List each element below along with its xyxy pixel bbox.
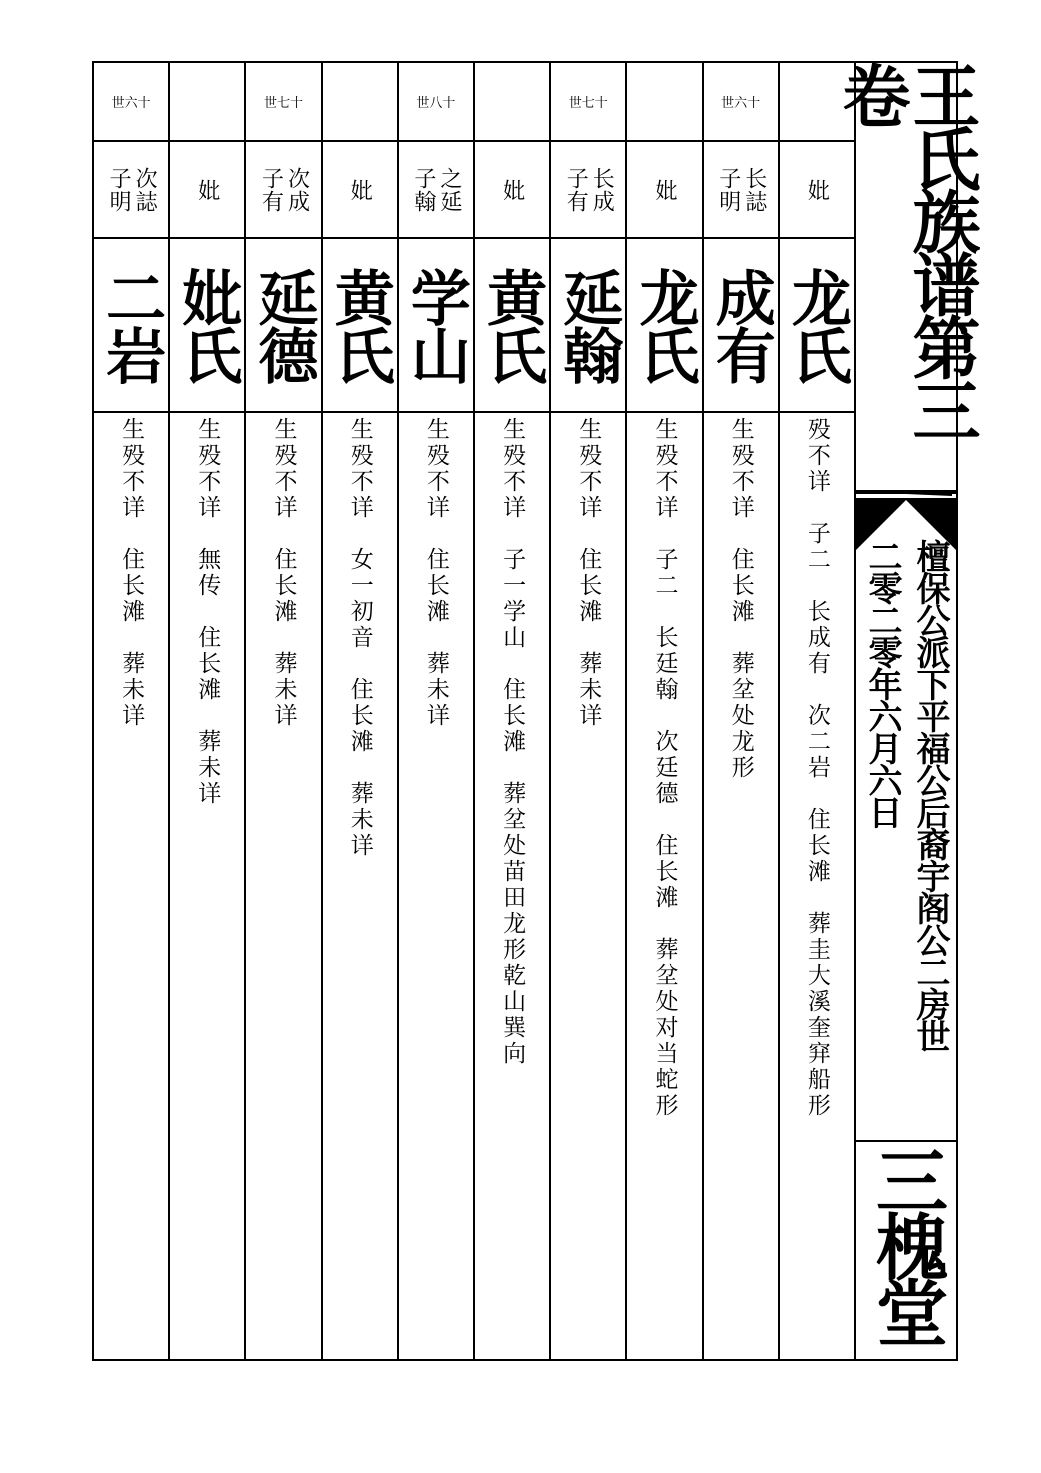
- relation-text: 妣: [499, 178, 525, 201]
- person-detail: 生殁不详 無传 住长滩 葬未详: [194, 417, 221, 807]
- relation-text: 长誌 子明: [715, 166, 767, 213]
- person-name: 妣氏: [172, 267, 243, 383]
- relation-text: 之延 子翰: [410, 166, 462, 213]
- generation-label: [170, 63, 244, 142]
- relation-cell: [94, 142, 168, 239]
- person-detail-cell: [94, 413, 168, 1359]
- book-date: 二零二零年六月六日: [862, 539, 902, 827]
- relation-cell: [704, 142, 778, 239]
- person-detail-cell: [170, 413, 244, 1359]
- person-detail-cell: [627, 413, 701, 1359]
- book-subtitle: 檀保公派下平福公后裔宇阁公二房世: [910, 539, 950, 1051]
- person-name-cell: [94, 239, 168, 413]
- book-title-cell: [831, 61, 981, 491]
- generation-label: [323, 63, 397, 142]
- book-title: 王氏族谱第三卷: [831, 61, 981, 439]
- person-name: 龙氏: [781, 267, 852, 383]
- person-detail-cell: [551, 413, 625, 1359]
- genealogy-column: [246, 63, 322, 1359]
- person-name-cell: [246, 239, 320, 413]
- person-name: 延德: [248, 267, 319, 383]
- relation-cell: [170, 142, 244, 239]
- person-detail-cell: [246, 413, 320, 1359]
- relation-cell: [323, 142, 397, 239]
- person-name: 成有: [705, 267, 776, 383]
- genealogy-column: [627, 63, 703, 1359]
- person-detail: 殁不详 子二 长成有 次二岩 住长滩 葬圭大溪奎穽船形: [803, 417, 830, 1119]
- person-detail: 生殁不详 子二 长廷翰 次廷德 住长滩 葬坌处对当蛇形: [651, 417, 678, 1119]
- relation-text: 妣: [804, 178, 830, 201]
- person-name-cell: [551, 239, 625, 413]
- relation-text: 次成 子有: [258, 166, 310, 213]
- person-detail-cell: [399, 413, 473, 1359]
- person-name: 延翰: [553, 267, 624, 383]
- person-name: 黄氏: [324, 267, 395, 383]
- genealogy-column: [704, 63, 780, 1359]
- person-name-cell: [323, 239, 397, 413]
- person-detail: 生殁不详 住长滩 葬未详: [118, 417, 145, 729]
- divider: [856, 1140, 956, 1142]
- person-name: 学山: [400, 267, 471, 383]
- genealogy-column: [399, 63, 475, 1359]
- relation-text: 次誌 子明: [106, 166, 158, 213]
- person-name-cell: [170, 239, 244, 413]
- person-detail-cell: [323, 413, 397, 1359]
- person-detail-cell: [475, 413, 549, 1359]
- generation-label: 世七十: [551, 63, 625, 142]
- relation-cell: [551, 142, 625, 239]
- relation-text: 妣: [194, 178, 220, 201]
- person-detail-cell: [780, 413, 854, 1359]
- generation-label: [627, 63, 701, 142]
- person-detail: 生殁不详 女一初音 住长滩 葬未详: [346, 417, 373, 859]
- relation-text: 长成 子有: [563, 166, 615, 213]
- genealogy-column: [551, 63, 627, 1359]
- person-name-cell: [475, 239, 549, 413]
- person-name-cell: [627, 239, 701, 413]
- person-name: 龙氏: [629, 267, 700, 383]
- person-name-cell: [704, 239, 778, 413]
- relation-cell: [399, 142, 473, 239]
- genealogy-page: [92, 61, 981, 1361]
- relation-text: 妣: [651, 178, 677, 201]
- generation-label: 世六十: [704, 63, 778, 142]
- person-name: 黄氏: [477, 267, 548, 383]
- generation-label: [475, 63, 549, 142]
- person-detail: 生殁不详 住长滩 葬未详: [270, 417, 297, 729]
- genealogy-column: [323, 63, 399, 1359]
- spine: [831, 61, 981, 1359]
- genealogy-column: [170, 63, 246, 1359]
- genealogy-column: [475, 63, 551, 1359]
- relation-cell: [627, 142, 701, 239]
- generation-label: 世八十: [399, 63, 473, 142]
- genealogy-grid: [94, 63, 856, 1359]
- person-name-cell: [399, 239, 473, 413]
- person-detail: 生殁不详 子一学山 住长滩 葬坌处苗田龙形乾山巽向: [499, 417, 526, 1067]
- person-detail: 生殁不详 住长滩 葬坌处龙形: [727, 417, 754, 781]
- relation-text: 妣: [347, 178, 373, 201]
- generation-label: 世七十: [246, 63, 320, 142]
- relation-cell: [475, 142, 549, 239]
- person-name: 二岩: [96, 267, 167, 383]
- hall-name: 三槐堂: [864, 1144, 949, 1342]
- person-detail: 生殁不详 住长滩 葬未详: [422, 417, 449, 729]
- genealogy-column: [94, 63, 170, 1359]
- person-detail: 生殁不详 住长滩 葬未详: [575, 417, 602, 729]
- relation-cell: [246, 142, 320, 239]
- generation-label: 世六十: [94, 63, 168, 142]
- person-detail-cell: [704, 413, 778, 1359]
- hall-name-cell: [856, 1144, 956, 1359]
